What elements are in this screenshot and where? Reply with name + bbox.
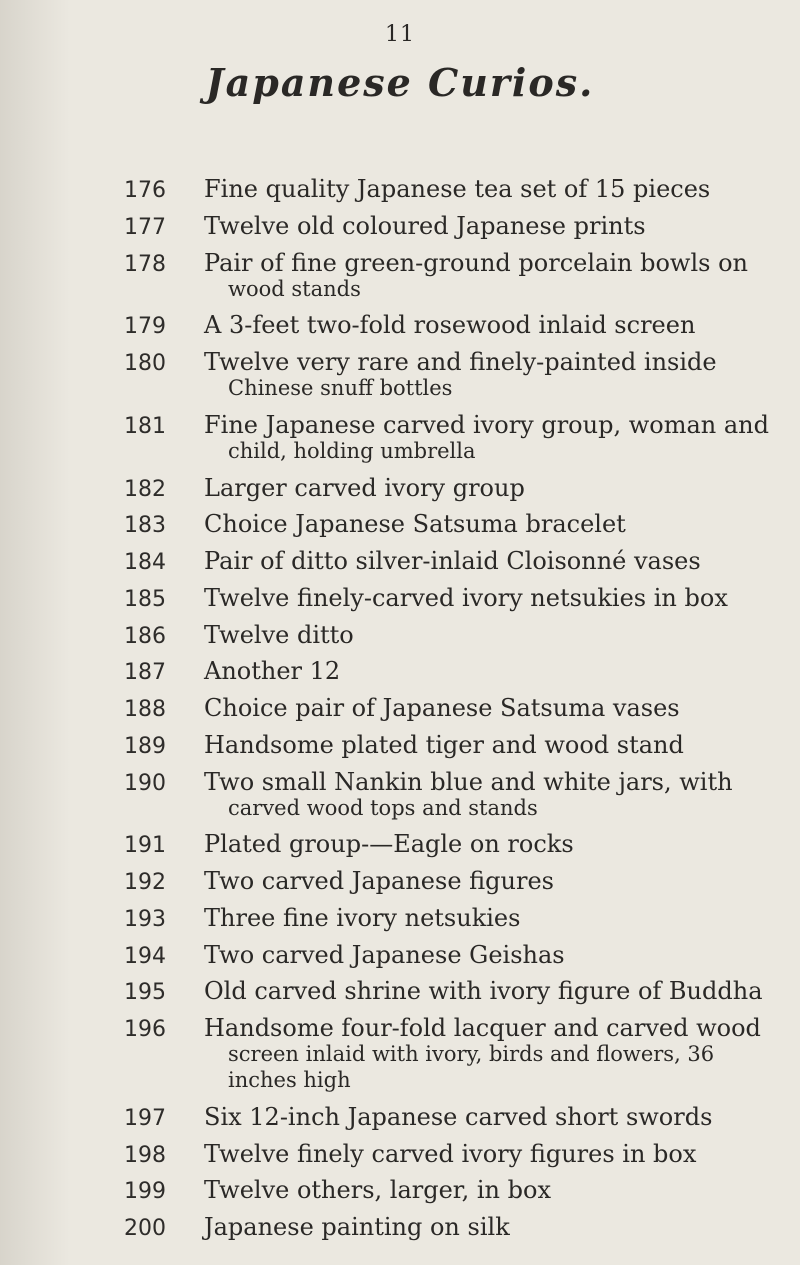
lot-description bbox=[204, 695, 784, 721]
lot-number: 197 bbox=[124, 1106, 166, 1131]
lot-description-line: Handsome four-fold lacquer and carved wood bbox=[204, 1014, 761, 1042]
lot-description bbox=[204, 412, 784, 464]
lot-description bbox=[204, 868, 784, 894]
lot-description-line: Fine Japanese carved ivory group, woman and bbox=[204, 411, 769, 439]
lot-description-line: Twelve ditto bbox=[204, 621, 354, 649]
lot-number: 181 bbox=[124, 414, 166, 439]
lot-number: 182 bbox=[124, 477, 166, 502]
lot-description bbox=[204, 978, 784, 1004]
lot-description bbox=[204, 905, 784, 931]
lot-description-line: Six 12-inch Japanese carved short swords bbox=[204, 1103, 713, 1131]
lot-description bbox=[204, 942, 784, 968]
lot-description bbox=[204, 622, 784, 648]
lot-description-line: Plated group-—Eagle on rocks bbox=[204, 830, 574, 858]
lot-number: 189 bbox=[124, 734, 166, 759]
lot-description-continuation: carved wood tops and stands bbox=[228, 796, 538, 820]
lot-description bbox=[204, 1214, 784, 1240]
lot-number: 199 bbox=[124, 1179, 166, 1204]
lot-description-line: Fine quality Japanese tea set of 15 pieces bbox=[204, 175, 711, 203]
lot-description-line: Two carved Japanese Geishas bbox=[204, 941, 565, 969]
lot-description bbox=[204, 831, 784, 857]
lot-number: 176 bbox=[124, 178, 166, 203]
lot-description bbox=[204, 1015, 784, 1093]
lot-number: 198 bbox=[124, 1143, 166, 1168]
lot-description-line: Twelve finely carved ivory figures in box bbox=[204, 1140, 697, 1168]
lot-number: 193 bbox=[124, 907, 166, 932]
lot-number: 187 bbox=[124, 660, 166, 685]
lot-number: 183 bbox=[124, 513, 166, 538]
lot-description-line: Handsome plated tiger and wood stand bbox=[204, 731, 684, 759]
lot-description bbox=[204, 548, 784, 574]
lot-number: 196 bbox=[124, 1017, 166, 1042]
lot-description-line: Twelve others, larger, in box bbox=[204, 1176, 551, 1204]
lot-description-line: A 3-feet two-fold rosewood inlaid screen bbox=[204, 311, 696, 339]
lot-description bbox=[204, 349, 784, 401]
lot-description-continuation: screen inlaid with ivory, birds and flowers, 36 bbox=[228, 1042, 715, 1066]
lot-description bbox=[204, 475, 784, 501]
lot-description bbox=[204, 176, 784, 202]
lot-number: 177 bbox=[124, 215, 166, 240]
lot-number: 178 bbox=[124, 252, 166, 277]
lot-description-line: Japanese painting on silk bbox=[204, 1213, 510, 1241]
lot-description-line: Twelve old coloured Japanese prints bbox=[204, 212, 646, 240]
lot-description bbox=[204, 250, 784, 302]
lot-number: 194 bbox=[124, 944, 166, 969]
lot-number: 186 bbox=[124, 624, 166, 649]
lot-description bbox=[204, 213, 784, 239]
page-number: 11 bbox=[385, 22, 415, 47]
lot-description bbox=[204, 511, 784, 537]
lot-description-line: Three fine ivory netsukies bbox=[204, 904, 521, 932]
lot-description-line: Larger carved ivory group bbox=[204, 474, 525, 502]
lot-number: 179 bbox=[124, 314, 166, 339]
lot-description bbox=[204, 1141, 784, 1167]
lot-number: 192 bbox=[124, 870, 166, 895]
lot-number: 191 bbox=[124, 833, 166, 858]
lot-description bbox=[204, 585, 784, 611]
lot-description-line: Twelve very rare and finely-painted inside bbox=[204, 348, 717, 376]
lot-description-line: Old carved shrine with ivory figure of Buddha bbox=[204, 977, 763, 1005]
lot-description bbox=[204, 1104, 784, 1130]
lot-number: 200 bbox=[124, 1216, 166, 1241]
lot-description-line: Choice pair of Japanese Satsuma vases bbox=[204, 694, 680, 722]
lot-description-continuation: inches high bbox=[228, 1068, 351, 1092]
lot-number: 180 bbox=[124, 351, 166, 376]
lot-description-line: Twelve finely-carved ivory netsukies in box bbox=[204, 584, 728, 612]
lot-number: 185 bbox=[124, 587, 166, 612]
lot-description-line: Two small Nankin blue and white jars, with bbox=[204, 768, 733, 796]
lot-number: 195 bbox=[124, 980, 166, 1005]
lot-description-line: Pair of ditto silver-inlaid Cloisonné vases bbox=[204, 547, 701, 575]
lot-description-line: Choice Japanese Satsuma bracelet bbox=[204, 510, 626, 538]
lot-description bbox=[204, 732, 784, 758]
lot-number: 184 bbox=[124, 550, 166, 575]
lot-description bbox=[204, 312, 784, 338]
lot-description-line: Another 12 bbox=[204, 657, 341, 685]
lot-description bbox=[204, 1177, 784, 1203]
section-title: Japanese Curios. bbox=[205, 60, 595, 105]
lot-description-line: Two carved Japanese figures bbox=[204, 867, 554, 895]
lot-description-line: Pair of fine green-ground porcelain bowls on bbox=[204, 249, 748, 277]
lot-number: 188 bbox=[124, 697, 166, 722]
lot-description-continuation: Chinese snuff bottles bbox=[228, 376, 453, 400]
lot-description-continuation: child, holding umbrella bbox=[228, 439, 476, 463]
lot-description-continuation: wood stands bbox=[228, 277, 361, 301]
lot-description bbox=[204, 769, 784, 821]
lot-description bbox=[204, 658, 784, 684]
lot-number: 190 bbox=[124, 771, 166, 796]
